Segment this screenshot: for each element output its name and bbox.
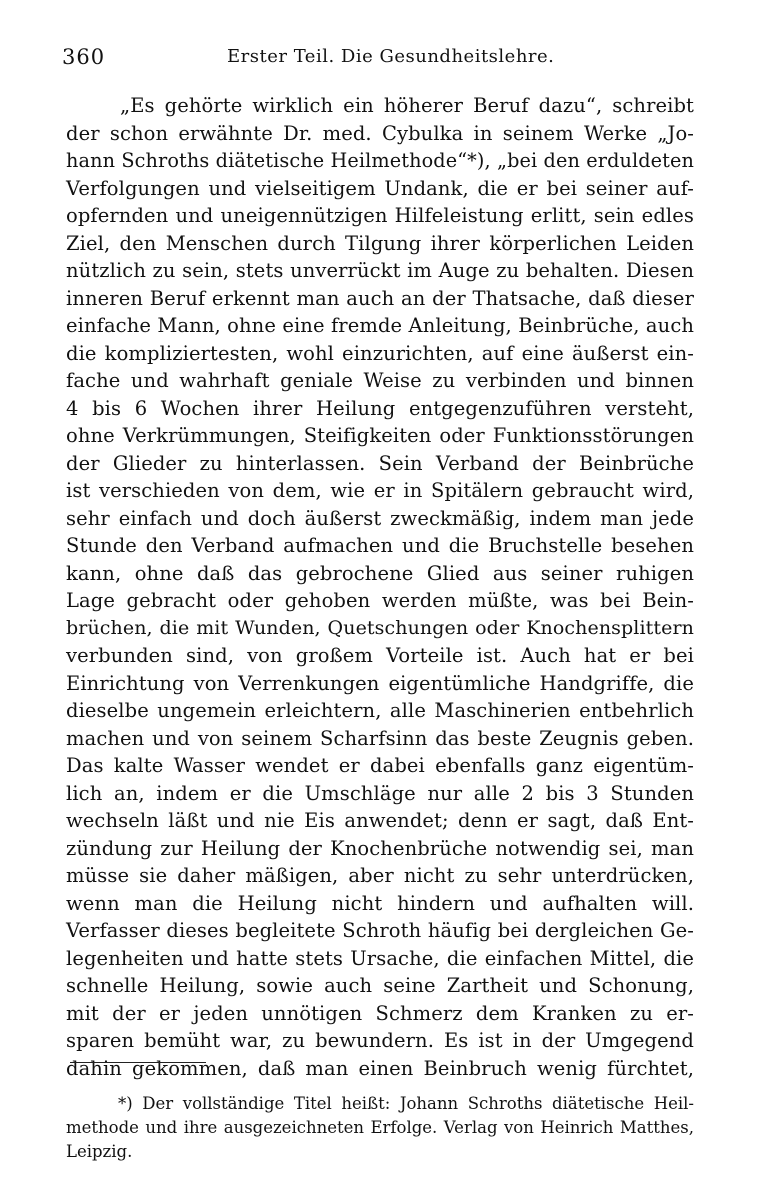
- text-line: Lage gebracht oder gehoben werden müßte, was bei Bein-: [66, 589, 694, 612]
- running-head: Erster Teil. Die Gesundheitslehre.: [227, 46, 555, 67]
- text-line: sehr einfach und doch äußerst zweckmäßig, indem man jede: [66, 506, 694, 530]
- text-line: kann, ohne daß das gebrochene Glied aus seiner ruhigen: [66, 561, 694, 585]
- text-line: Verfasser dieses begleitete Schroth häufig bei dergleichen Ge-: [66, 919, 694, 942]
- text-line: nützlich zu sein, stets unverrückt im Auge zu behalten. Diesen: [66, 259, 694, 282]
- page-header: [62, 42, 702, 72]
- text-line: die kompliziertesten, wohl einzurichten, auf eine äußerst ein-: [66, 341, 694, 365]
- body-text: [66, 92, 694, 1082]
- footnote: [66, 1092, 694, 1164]
- footnote-line: Leipzig.: [66, 1142, 133, 1161]
- text-line: fache und wahrhaft geniale Weise zu verbinden und binnen: [66, 369, 694, 392]
- text-line: „Es gehörte wirklich ein höherer Beruf dazu“, schreibt: [120, 94, 694, 117]
- text-line: Ziel, den Menschen durch Tilgung ihrer körperlichen Leiden: [66, 231, 694, 255]
- text-line: legenheiten und hatte stets Ursache, die einfachen Mittel, die: [66, 946, 694, 970]
- text-line: lich an, indem er die Umschläge nur alle 2 bis 3 Stunden: [66, 781, 694, 805]
- text-line: inneren Beruf erkennt man auch an der Thatsache, daß dieser: [66, 286, 694, 310]
- text-line: opfernden und uneigennützigen Hilfeleistung erlitt, sein edles: [66, 204, 694, 227]
- footnote-line: *) Der vollständige Titel heißt: Johann Schroths diätetische Heil-: [118, 1094, 694, 1113]
- text-line: 4 bis 6 Wochen ihrer Heilung entgegenzuführen versteht,: [66, 396, 694, 420]
- page-number: 360: [62, 45, 106, 69]
- text-line: dieselbe ungemein erleichtern, alle Maschinerien entbehrlich: [66, 699, 694, 722]
- text-line: müsse sie daher mäßigen, aber nicht zu sehr unterdrücken,: [66, 864, 694, 887]
- text-line: der schon erwähnte Dr. med. Cybulka in seinem Werke „Jo-: [66, 121, 694, 145]
- text-line: machen und von seinem Scharfsinn das beste Zeugnis geben.: [66, 726, 694, 750]
- text-line: sparen bemüht war, zu bewundern. Es ist in der Umgegend: [66, 1029, 694, 1052]
- text-line: der Glieder zu hinterlassen. Sein Verband der Beinbrüche: [66, 451, 694, 475]
- text-line: mit der er jeden unnötigen Schmerz dem Kranken zu er-: [66, 1001, 694, 1025]
- footnote-divider: [70, 1062, 206, 1063]
- text-line: verbunden sind, von großem Vorteile ist. Auch hat er bei: [66, 644, 694, 667]
- text-line: hann Schroths diätetische Heilmethode“*), „bei den erduldeten: [66, 149, 694, 172]
- footnote-line: methode und ihre ausgezeichneten Erfolge. Verlag von Heinrich Matthes,: [66, 1118, 694, 1137]
- text-line: brüchen, die mit Wunden, Quetschungen oder Knochensplittern: [66, 616, 694, 639]
- text-line: Stunde den Verband aufmachen und die Bruchstelle besehen: [66, 534, 694, 557]
- text-line: Verfolgungen und vielseitigem Undank, die er bei seiner auf-: [66, 176, 694, 200]
- text-line: zündung zur Heilung der Knochenbrüche notwendig sei, man: [66, 836, 694, 860]
- text-line: schnelle Heilung, sowie auch seine Zartheit und Schonung,: [66, 974, 694, 997]
- text-line: wechseln läßt und nie Eis anwendet; denn er sagt, daß Ent-: [66, 809, 694, 832]
- text-line: ist verschieden von dem, wie er in Spitälern gebraucht wird,: [66, 479, 694, 502]
- text-line: wenn man die Heilung nicht hindern und aufhalten will.: [66, 891, 694, 915]
- text-line: einfache Mann, ohne eine fremde Anleitung, Beinbrüche, auch: [66, 314, 694, 337]
- text-line: Einrichtung von Verrenkungen eigentümliche Handgriffe, die: [66, 671, 694, 695]
- text-line: Das kalte Wasser wendet er dabei ebenfalls ganz eigentüm-: [66, 754, 694, 777]
- text-line: dahin gekommen, daß man einen Beinbruch wenig fürchtet,: [66, 1056, 694, 1080]
- text-line: ohne Verkrümmungen, Steifigkeiten oder Funktionsstörungen: [66, 424, 694, 447]
